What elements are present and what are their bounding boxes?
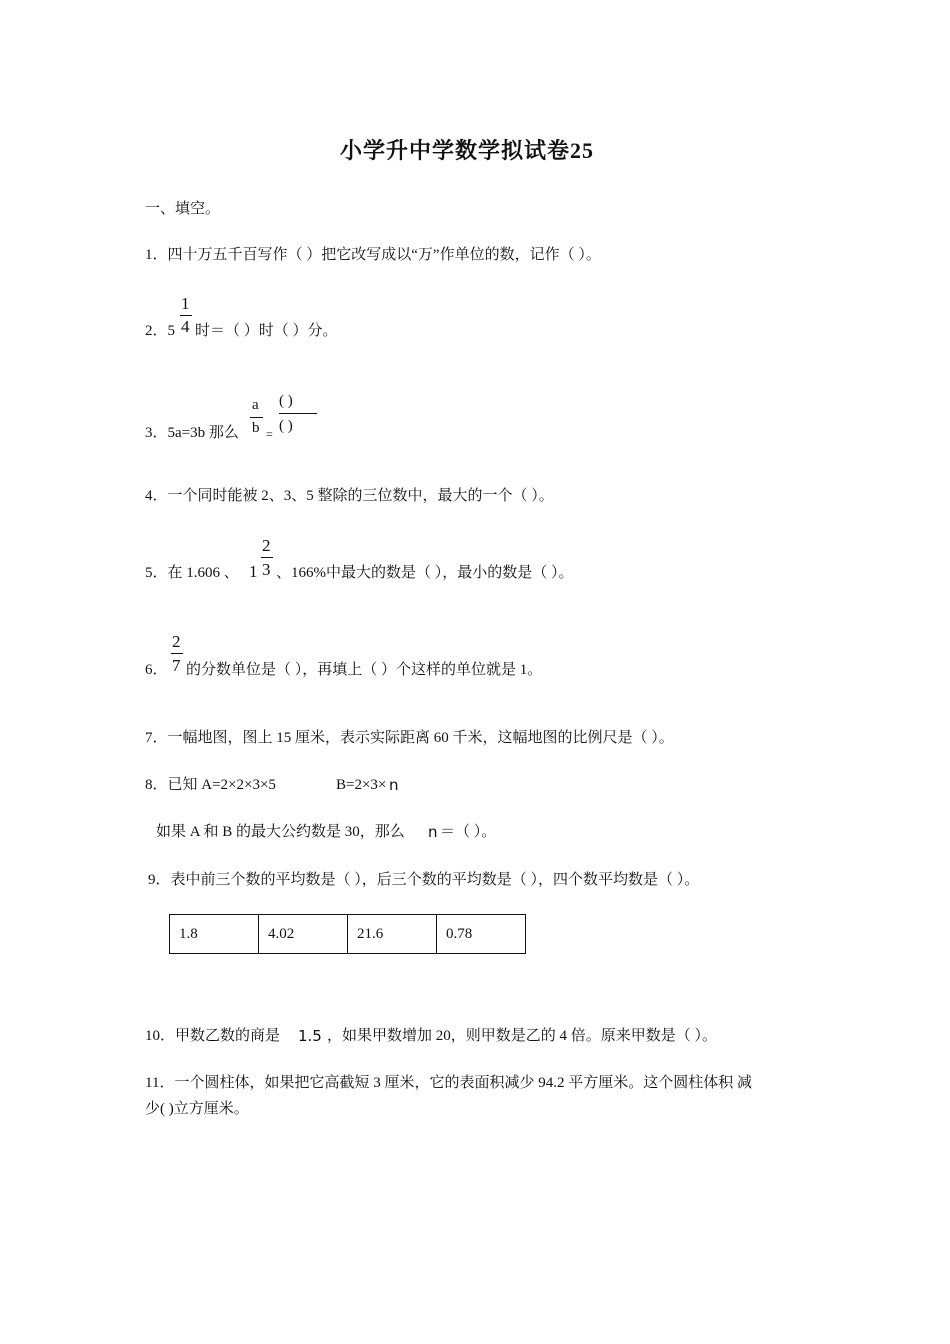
section-heading: 一、填空。 — [145, 201, 221, 217]
question-7: 7．一幅地图，图上 15 厘米，表示实际距离 60 千米，这幅地图的比例尺是（ ）。 — [145, 730, 674, 746]
q3-blank-num: ( ) — [279, 393, 293, 409]
q5-frac-den: 3 — [262, 560, 271, 579]
q3-blank-bar — [279, 413, 317, 414]
q3-frac-bar — [250, 417, 263, 418]
q8-line2-n: n — [428, 823, 438, 841]
q5-prefix: 5．在 1.606 、 — [145, 565, 239, 581]
q3-prefix: 3．5a=3b 那么 — [145, 425, 239, 441]
q8-line1-b: B=2×3× — [336, 777, 387, 793]
table-cell: 21.6 — [348, 915, 437, 954]
q10-a: 10．甲数乙数的商是 — [145, 1028, 281, 1044]
q5-frac-num: 2 — [262, 536, 271, 555]
q10-c: ，如果甲数增加 20，则甲数是乙的 4 倍。原来甲数是（ ）。 — [327, 1028, 718, 1044]
q2-frac-den: 4 — [181, 317, 190, 336]
q2-suffix: 时＝（ ）时（ ）分。 — [195, 323, 338, 339]
q6-frac-num: 2 — [172, 632, 181, 651]
q6-frac-den: 7 — [172, 656, 181, 675]
q2-frac-bar — [180, 315, 192, 316]
question-4: 4．一个同时能被 2、3、5 整除的三位数中，最大的一个（ ）。 — [145, 488, 554, 504]
q3-frac-num: a — [252, 397, 259, 413]
q5-frac-bar — [261, 557, 273, 558]
q6-prefix: 6． — [145, 662, 168, 678]
q8-line2-a: 如果 A 和 B 的最大公约数是 30，那么 — [156, 824, 405, 840]
q2-frac-num: 1 — [181, 294, 190, 313]
q11-line1: 11．一个圆柱体，如果把它高截短 3 厘米，它的表面积减少 94.2 平方厘米。这个圆柱体积 减 — [145, 1075, 752, 1091]
table-row — [170, 915, 526, 954]
number-table — [169, 914, 526, 954]
table-cell: 4.02 — [259, 915, 348, 954]
table-cell: 0.78 — [437, 915, 526, 954]
q11-line2: 少( )立方厘米。 — [145, 1101, 249, 1117]
q8-line1-a: 8．已知 A=2×2×3×5 — [145, 777, 276, 793]
q6-frac-bar — [171, 653, 183, 654]
q5-suffix: 、166%中最大的数是（ ），最小的数是（ ）。 — [276, 565, 574, 581]
q8-line2-b: ＝（ ）。 — [440, 824, 497, 840]
q10-b: 1.5 — [298, 1027, 322, 1045]
q3-blank-den: ( ) — [279, 418, 293, 434]
q3-equals: = — [266, 427, 273, 441]
table-cell: 1.8 — [170, 915, 259, 954]
question-9: 9．表中前三个数的平均数是（ ），后三个数的平均数是（ ），四个数平均数是（ ）。 — [148, 872, 700, 888]
q3-frac-den: b — [252, 420, 260, 436]
q6-suffix: 的分数单位是（ ），再填上（ ）个这样的单位就是 1。 — [186, 662, 543, 678]
q8-line1-n: n — [389, 776, 399, 794]
question-1: 1．四十万五千百写作（ ）把它改写成以“万”作单位的数，记作（ ）。 — [145, 247, 601, 263]
page-title: 小学升中学数学拟试卷25 — [340, 138, 595, 163]
q2-prefix: 2．5 — [145, 323, 176, 339]
q5-whole: 1 — [249, 562, 258, 581]
